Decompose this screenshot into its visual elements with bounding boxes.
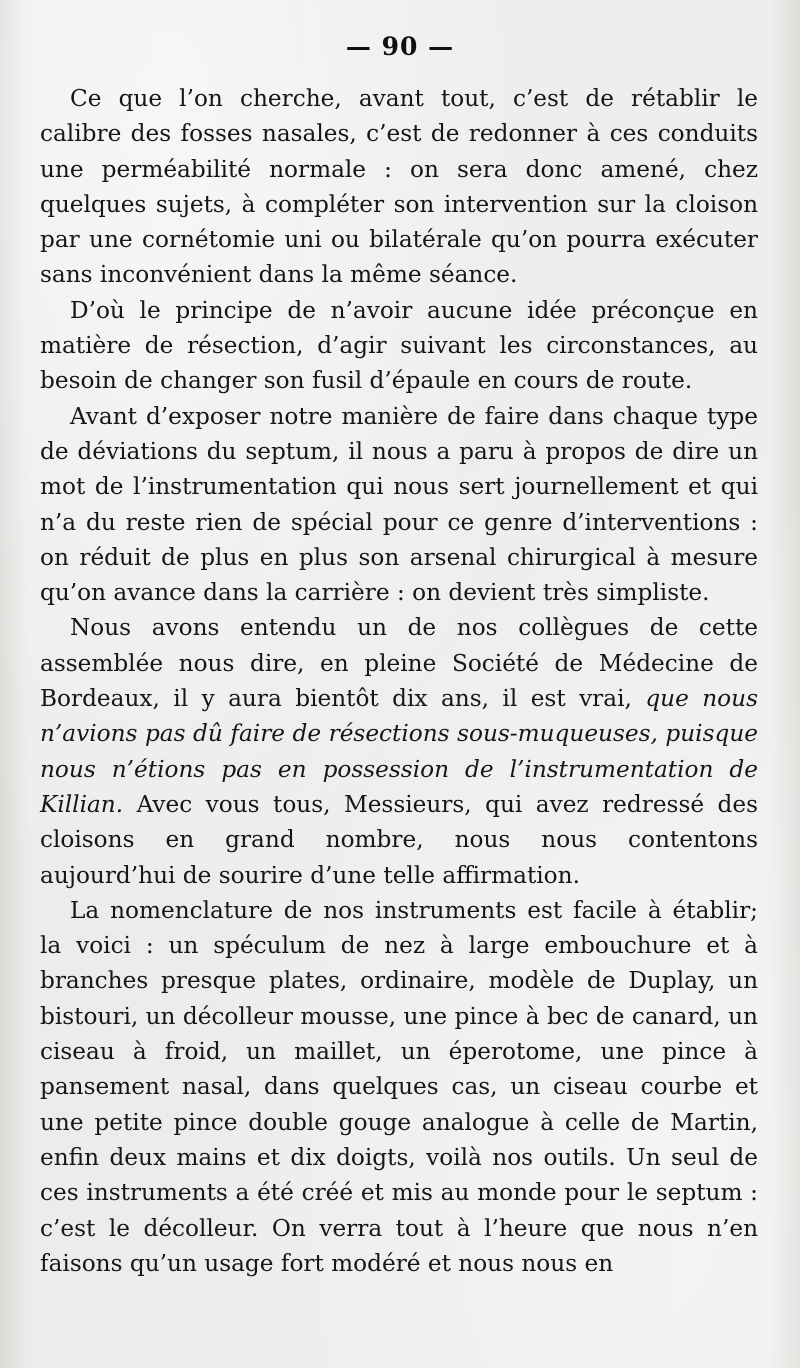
- paragraph-4: [40, 610, 758, 892]
- page-number: — 90 —: [345, 32, 455, 61]
- paragraph-4-roman-start: Nous avons entendu un de nos collègues de cette assemblée nous dire, en pleine Société de Médecine de Bordeaux, il y aura bientôt dix ans, il est vrai,: [40, 614, 758, 713]
- body-text: [40, 81, 758, 1281]
- paragraph-2: D’où le principe de n’avoir aucune idée préconçue en matière de résection, d’agir suivant les circonstances, au besoin de changer son fusil d’épaule en cours de route.: [40, 296, 758, 395]
- paragraph-4-roman-end: Avec vous tous, Messieurs, qui avez redressé des cloisons en grand nombre, nous nous contentons aujourd’hui de sourire d’une telle affirmation.: [40, 790, 758, 889]
- paragraph-5: La nomenclature de nos instruments est facile à établir; la voici : un spéculum de nez à large embouchure et à branches presque plates, ordinaire, modèle de Duplay, un bistouri, un décolleur mousse, une pince à bec de canard, un ciseau à froid, un maillet, un éperotome, une pince à pansement nasal, dans quelques cas, un ciseau courbe et une petite pince double gouge analogue à celle de Martin, enfin deux mains et dix doigts, voilà nos outils. Un seul de ces instruments a été créé et mis au monde pour le septum : c’est le décolleur. On verra tout à l’heure que nous n’en faisons qu’un usage fort modéré et nous nous en: [40, 896, 758, 1277]
- paragraph-3: Avant d’exposer notre manière de faire dans chaque type de déviations du septum, il nous a paru à propos de dire un mot de l’instrumentation qui nous sert journellement et qui n’a du reste rien de spécial pour ce genre d’interventions : on réduit de plus en plus son arsenal chirurgical à mesure qu’on avance dans la carrière : on devient très simpliste.: [40, 402, 758, 607]
- paragraph-4-italic-quote: que nous n’avions pas dû faire de résections sous-muqueuses, puisque nous n’étions pas en possession de l’instrumentation de Killian.: [40, 685, 758, 818]
- paragraph-1: Ce que l’on cherche, avant tout, c’est de rétablir le calibre des fosses nasales, c’est de redonner à ces conduits une perméabilité normale : on sera donc amené, chez quelques sujets, à compléter son intervention sur la cloison par une cornétomie uni ou bilatérale qu’on pourra exécuter sans inconvénient dans la même séance.: [40, 85, 758, 289]
